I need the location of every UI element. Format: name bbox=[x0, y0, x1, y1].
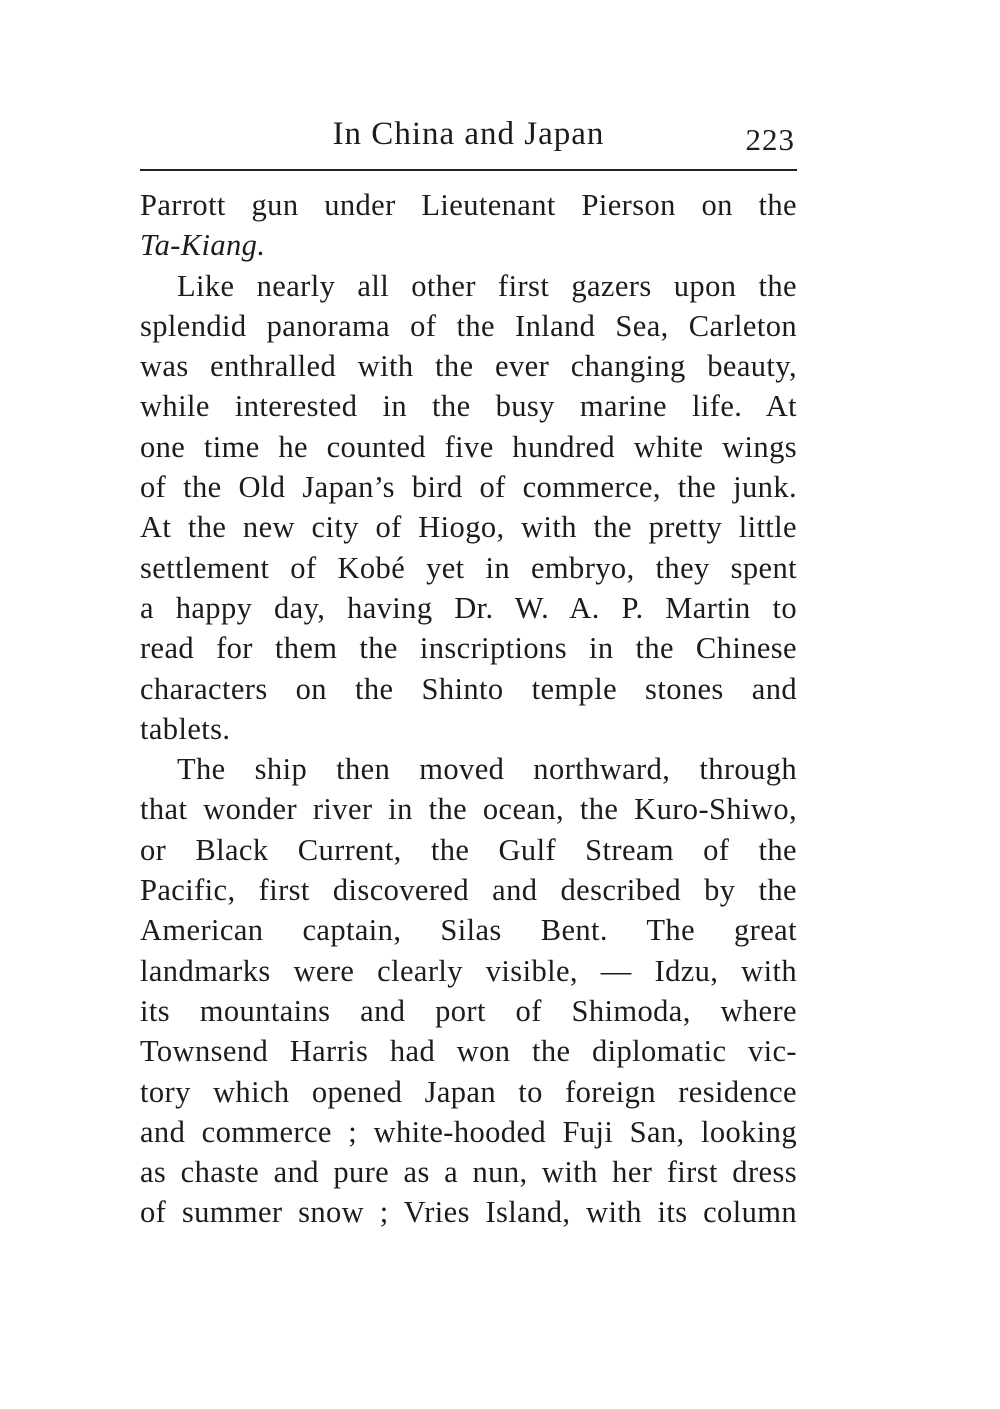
text-line: tory which opened Japan to foreign residence bbox=[140, 1074, 797, 1109]
text-line: a happy day, having Dr. W. A. P. Martin to bbox=[140, 590, 797, 625]
text-line: or Black Current, the Gulf Stream of the bbox=[140, 832, 797, 867]
text-line: one time he counted five hundred white wings bbox=[140, 429, 797, 464]
text-line: was enthralled with the ever changing beauty, bbox=[140, 349, 797, 384]
running-head bbox=[140, 112, 797, 162]
text-line: Townsend Harris had won the diplomatic vic- bbox=[140, 1034, 797, 1069]
text-line: while interested in the busy marine life. At bbox=[140, 389, 797, 424]
text-line: American captain, Silas Bent. The great bbox=[140, 913, 797, 948]
text-line: characters on the Shinto temple stones and bbox=[140, 671, 797, 706]
text-line: read for them the inscriptions in the Chinese bbox=[140, 631, 797, 666]
text-line: and commerce ; white-hooded Fuji San, looking bbox=[140, 1114, 797, 1149]
text-line: The ship then moved northward, through bbox=[177, 752, 797, 787]
text-line: tablets. bbox=[140, 711, 231, 746]
running-title: In China and Japan bbox=[332, 116, 605, 152]
text-line: its mountains and port of Shimoda, where bbox=[140, 993, 797, 1028]
text-line: as chaste and pure as a nun, with her first dress bbox=[140, 1155, 797, 1190]
text-line: At the new city of Hiogo, with the pretty little bbox=[140, 510, 797, 545]
header-rule bbox=[140, 169, 797, 171]
text-line: of the Old Japan’s bird of commerce, the junk. bbox=[140, 470, 797, 505]
text-line: splendid panorama of the Inland Sea, Carleton bbox=[140, 308, 797, 343]
text-line: of summer snow ; Vries Island, with its column bbox=[140, 1195, 797, 1230]
text-line: that wonder river in the ocean, the Kuro-Shiwo, bbox=[140, 792, 797, 827]
text-line: settlement of Kobé yet in embryo, they spent bbox=[140, 550, 797, 585]
body-text bbox=[140, 185, 797, 1233]
text-line: landmarks were clearly visible, — Idzu, with bbox=[140, 953, 797, 988]
text-line: Like nearly all other first gazers upon the bbox=[177, 268, 797, 303]
ship-name: Ta-Kiang. bbox=[140, 228, 266, 263]
page-number: 223 bbox=[745, 122, 795, 157]
text-line: Pacific, first discovered and described by the bbox=[140, 873, 797, 908]
text-line: Parrott gun under Lieutenant Pierson on the bbox=[140, 188, 797, 222]
